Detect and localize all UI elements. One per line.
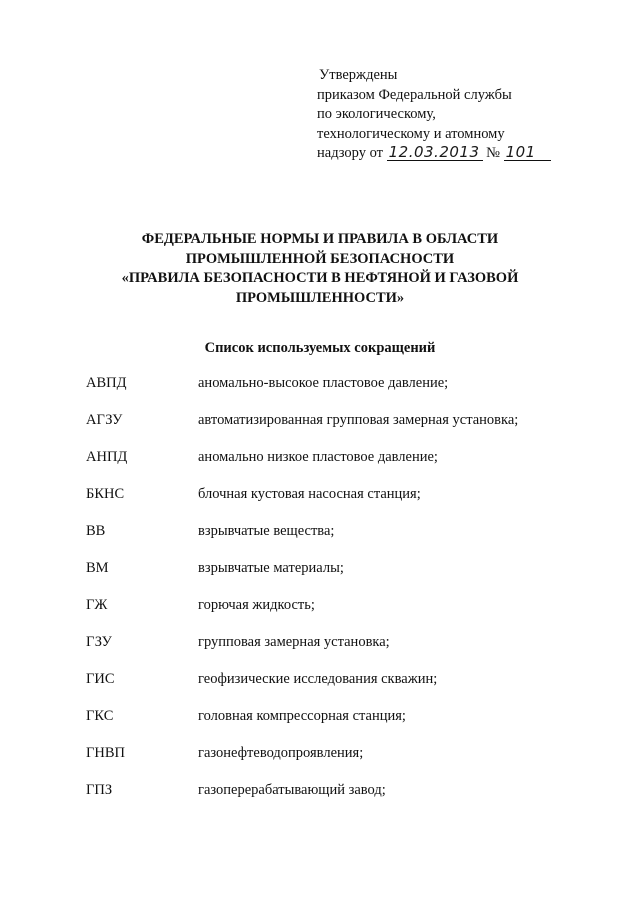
approval-line-2: приказом Федеральной службы bbox=[317, 86, 512, 103]
handwritten-number: 101 bbox=[504, 145, 551, 161]
abbreviation-code: ВВ bbox=[86, 523, 106, 539]
list-item bbox=[86, 782, 586, 819]
abbreviation-description: блочная кустовая насосная станция; bbox=[198, 486, 421, 502]
abbreviation-code: АВПД bbox=[86, 375, 127, 391]
list-item bbox=[86, 671, 586, 708]
list-item bbox=[86, 486, 586, 523]
abbreviation-description: газоперерабатывающий завод; bbox=[198, 782, 386, 798]
approval-block bbox=[317, 66, 551, 164]
abbreviation-description: газонефтеводопроявления; bbox=[198, 745, 364, 761]
approval-date-prefix: надзору от bbox=[317, 145, 383, 161]
abbreviation-code: АНПД bbox=[86, 449, 128, 465]
abbreviation-code: ГИС bbox=[86, 671, 115, 687]
abbreviation-description: взрывчатые вещества; bbox=[198, 523, 335, 539]
abbreviation-code: ГПЗ bbox=[86, 782, 113, 798]
abbreviations-heading: Список используемых сокращений bbox=[204, 340, 436, 356]
title-line-3: «ПРАВИЛА БЕЗОПАСНОСТИ В НЕФТЯНОЙ И ГАЗОВОЙ bbox=[121, 270, 519, 286]
abbreviation-description: аномально-высокое пластовое давление; bbox=[198, 375, 449, 391]
list-item bbox=[86, 745, 586, 782]
abbreviation-description: горючая жидкость; bbox=[198, 597, 315, 613]
abbreviation-code: ГЖ bbox=[86, 597, 108, 613]
abbreviation-code: ВМ bbox=[86, 560, 109, 576]
abbreviation-code: ГКС bbox=[86, 708, 114, 724]
approval-line-5 bbox=[317, 144, 551, 164]
list-item bbox=[86, 523, 586, 560]
list-item bbox=[86, 560, 586, 597]
abbreviation-description: автоматизированная групповая замерная установка; bbox=[198, 412, 519, 428]
approval-line-1: Утверждены bbox=[319, 67, 398, 83]
abbreviation-description: групповая замерная установка; bbox=[198, 634, 390, 650]
abbreviation-code: БКНС bbox=[86, 486, 125, 502]
document-title bbox=[60, 230, 580, 308]
list-item bbox=[86, 449, 586, 486]
approval-line-4: технологическому и атомному bbox=[317, 125, 505, 142]
abbreviation-description: головная компрессорная станция; bbox=[198, 708, 406, 724]
abbreviation-description: взрывчатые материалы; bbox=[198, 560, 344, 576]
abbreviation-description: аномально низкое пластовое давление; bbox=[198, 449, 438, 465]
abbreviation-code: ГЗУ bbox=[86, 634, 112, 650]
title-line-4: ПРОМЫШЛЕННОСТИ» bbox=[235, 289, 405, 306]
list-item bbox=[86, 375, 586, 412]
number-label: № bbox=[486, 145, 500, 161]
abbreviation-code: ГНВП bbox=[86, 745, 125, 761]
abbreviation-code: АГЗУ bbox=[86, 412, 123, 428]
abbreviation-description: геофизические исследования скважин; bbox=[198, 671, 438, 687]
list-item bbox=[86, 634, 586, 671]
approval-line-3: по экологическому, bbox=[317, 106, 436, 122]
list-item bbox=[86, 412, 586, 449]
list-item bbox=[86, 597, 586, 634]
abbreviations-list bbox=[86, 375, 586, 819]
handwritten-date: 12.03.2013 bbox=[387, 145, 483, 161]
list-item bbox=[86, 708, 586, 745]
title-line-1: ФЕДЕРАЛЬНЫЕ НОРМЫ И ПРАВИЛА В ОБЛАСТИ bbox=[141, 231, 499, 247]
title-line-2: ПРОМЫШЛЕННОЙ БЕЗОПАСНОСТИ bbox=[185, 250, 455, 267]
